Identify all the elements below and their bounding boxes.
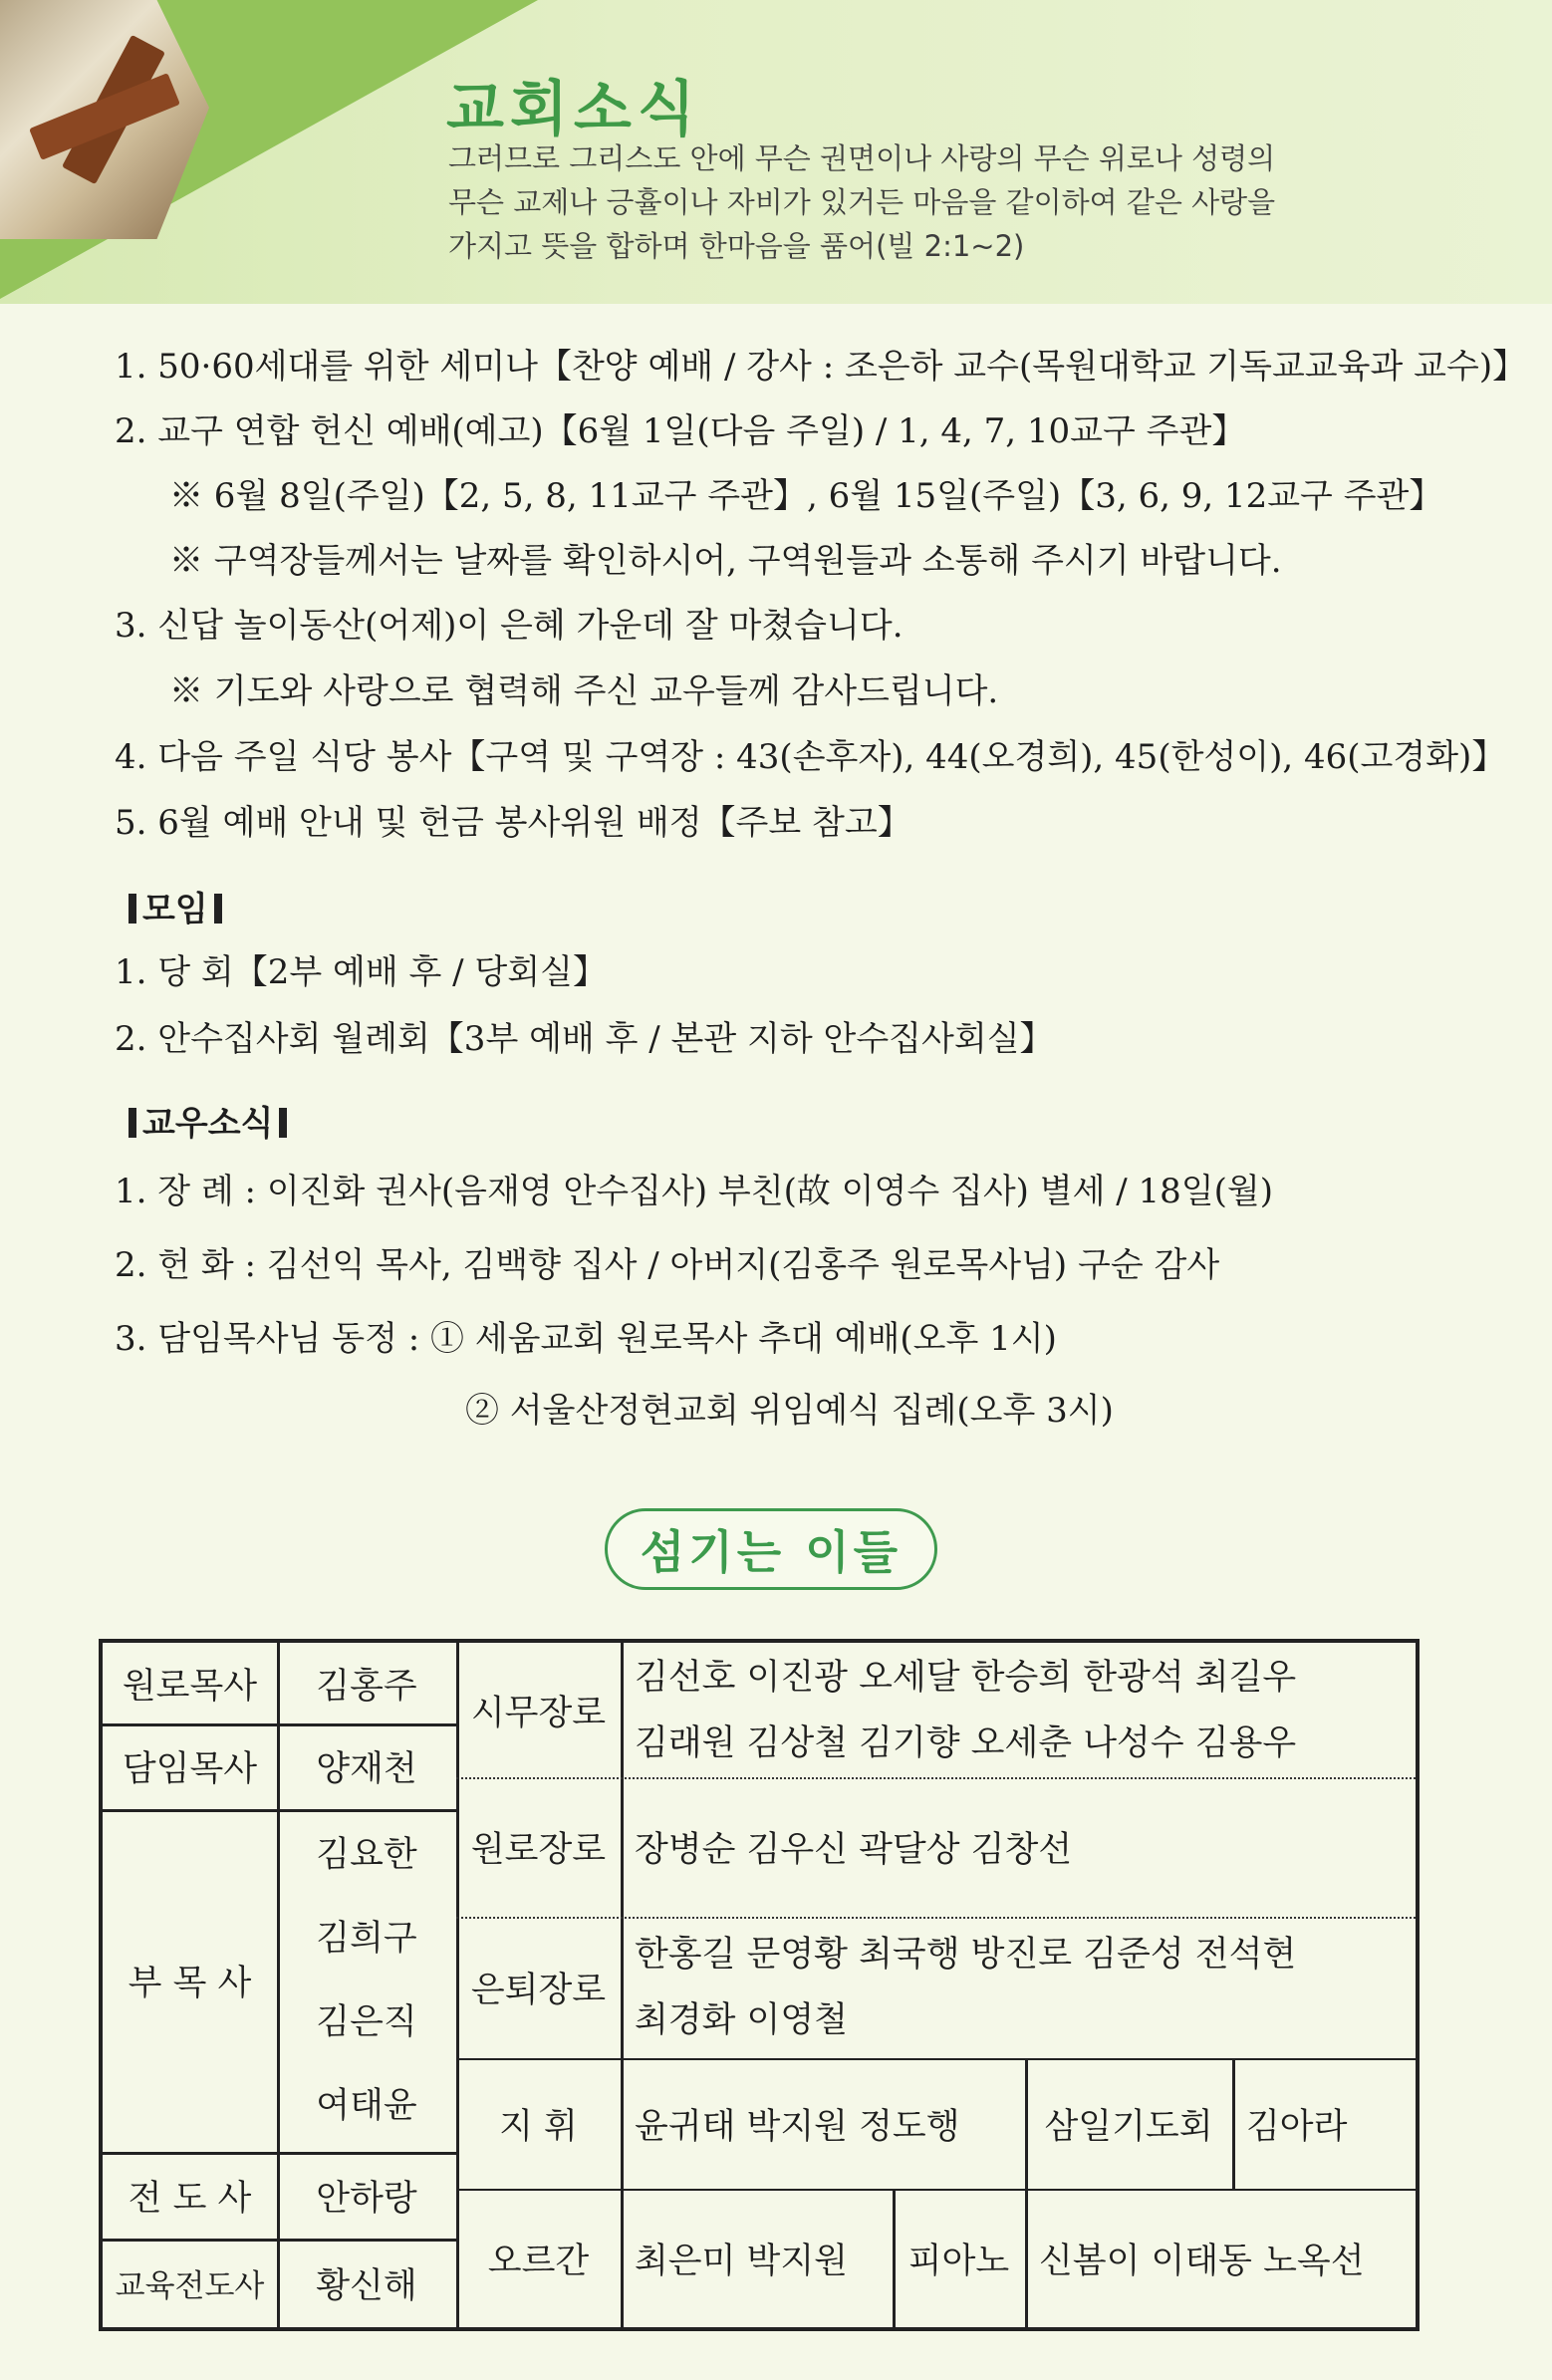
scripture-verse: [448, 136, 1405, 268]
verse-line: 무슨 교제나 긍휼이나 자비가 있거든 마음을 같이하여 같은 사랑을: [448, 185, 1276, 219]
staff-names-line: 최경화 이영철: [635, 2000, 848, 2040]
heading-bar-icon: [129, 1108, 136, 1138]
members-news-item: 3. 담임목사님 동정 : ① 세움교회 원로목사 추대 예배(오후 1시): [115, 1319, 1057, 1359]
news-item: 2. 교구 연합 헌신 예배(예고)【6월 1일(다음 주일) / 1, 4, 7, 10교구 주관】: [115, 411, 1246, 451]
news-item: 1. 50·60세대를 위한 세미나【찬양 예배 / 강사 : 조은하 교수(목원대학교 기독교교육과 교수)】: [115, 347, 1527, 387]
section-heading-members-news: [123, 1096, 293, 1145]
news-note: ※ 구역장들께서는 날짜를 확인하시어, 구역원들과 소통해 주시기 바랍니다.: [169, 541, 1282, 581]
members-news-item: 2. 헌 화 : 김선익 목사, 김백향 집사 / 아버지(김홍주 원로목사님) 구순 감사: [115, 1245, 1220, 1285]
members-news-item: 1. 장 례 : 이진화 권사(음재영 안수집사) 부친(故 이영수 집사) 별세 / 18일(월): [115, 1172, 1273, 1211]
verse-line: 그러므로 그리스도 안에 무슨 권면이나 사랑의 무슨 위로나 성령의: [448, 141, 1276, 175]
role-label: 오르간: [487, 2241, 590, 2281]
section-heading-text: 교우소식: [142, 1104, 274, 1144]
news-item: 5. 6월 예배 안내 및 헌금 봉사위원 배정【주보 참고】: [115, 803, 911, 843]
role-label: 원로장로: [470, 1830, 607, 1870]
role-label: 시무장로: [470, 1693, 607, 1733]
news-note: ※ 기도와 사랑으로 협력해 주신 교우들께 감사드립니다.: [169, 671, 999, 711]
verse-line: 가지고 뜻을 합하며 한마음을 품어(빌 2:1~2): [448, 229, 1025, 263]
section-heading-text: 모임: [142, 890, 208, 929]
role-label: 원로목사: [122, 1666, 258, 1707]
staff-name: 김아라: [1246, 2106, 1348, 2147]
staff-name: 양재천: [316, 1749, 417, 1789]
members-news-item: ② 서울산정현교회 위임예식 집례(오후 3시): [465, 1391, 1114, 1431]
role-label: 은퇴장로: [470, 1971, 607, 2010]
news-note: ※ 6월 8일(주일)【2, 5, 8, 11교구 주관】, 6월 15일(주일)【3, 6, 9, 12교구 주관】: [169, 476, 1443, 516]
associate-pastor-list: [277, 1809, 456, 2152]
staff-names-line: 장병순 김우신 곽달상 김창선: [635, 1830, 1073, 1870]
staff-names-line: 윤귀태 박지원 정도행: [635, 2106, 960, 2147]
news-item: 4. 다음 주일 식당 봉사【구역 및 구역장 : 43(손후자), 44(오경희), 45(한성이), 46(고경화)】: [115, 737, 1506, 777]
staff-name: 황신해: [316, 2265, 417, 2306]
meeting-item: 2. 안수집사회 월례회【3부 예배 후 / 본관 지하 안수집사회실】: [115, 1019, 1054, 1059]
meeting-item: 1. 당 회【2부 예배 후 / 당회실】: [115, 952, 607, 992]
role-label: 삼일기도회: [1044, 2106, 1213, 2147]
role-label: 부 목 사: [128, 1964, 252, 2003]
section-heading-meetings: [123, 882, 228, 930]
staff-name: 김요한: [316, 1835, 417, 1875]
role-label: 피아노: [907, 2241, 1010, 2281]
staff-heading: 섬기는 이들: [605, 1508, 937, 1590]
staff-name: 김홍주: [316, 1666, 417, 1707]
retired-elders-list: [621, 1917, 1416, 2058]
staff-table: [99, 1639, 1420, 2331]
staff-names-line: 한홍길 문영황 최국행 방진로 김준성 전석현: [635, 1935, 1297, 1975]
page-title: 교회소식: [446, 75, 701, 144]
heading-bar-icon: [129, 894, 136, 924]
active-elders-list: [621, 1643, 1416, 1777]
staff-name: 여태윤: [316, 2086, 417, 2126]
role-label: 교육전도사: [115, 2268, 265, 2304]
role-label: 전 도 사: [128, 2178, 252, 2219]
staff-names-line: 신봄이 이태동 노옥선: [1039, 2241, 1365, 2281]
staff-names-line: 김선호 이진광 오세달 한승희 한광석 최길우: [635, 1657, 1297, 1698]
staff-name: 김은직: [316, 2002, 417, 2042]
staff-names-line: 최은미 박지원: [635, 2241, 848, 2281]
heading-bar-icon: [279, 1108, 287, 1138]
staff-names-line: 김래원 김상철 김기향 오세춘 나성수 김용우: [635, 1722, 1297, 1763]
header-banner: [0, 0, 1552, 304]
news-item: 3. 신답 놀이동산(어제)이 은혜 가운데 잘 마쳤습니다.: [115, 606, 904, 646]
role-label: 담임목사: [122, 1749, 258, 1789]
staff-name: 안하랑: [316, 2178, 417, 2219]
heading-bar-icon: [214, 894, 222, 924]
staff-name: 김희구: [316, 1919, 417, 1959]
role-label: 지 휘: [499, 2106, 578, 2147]
